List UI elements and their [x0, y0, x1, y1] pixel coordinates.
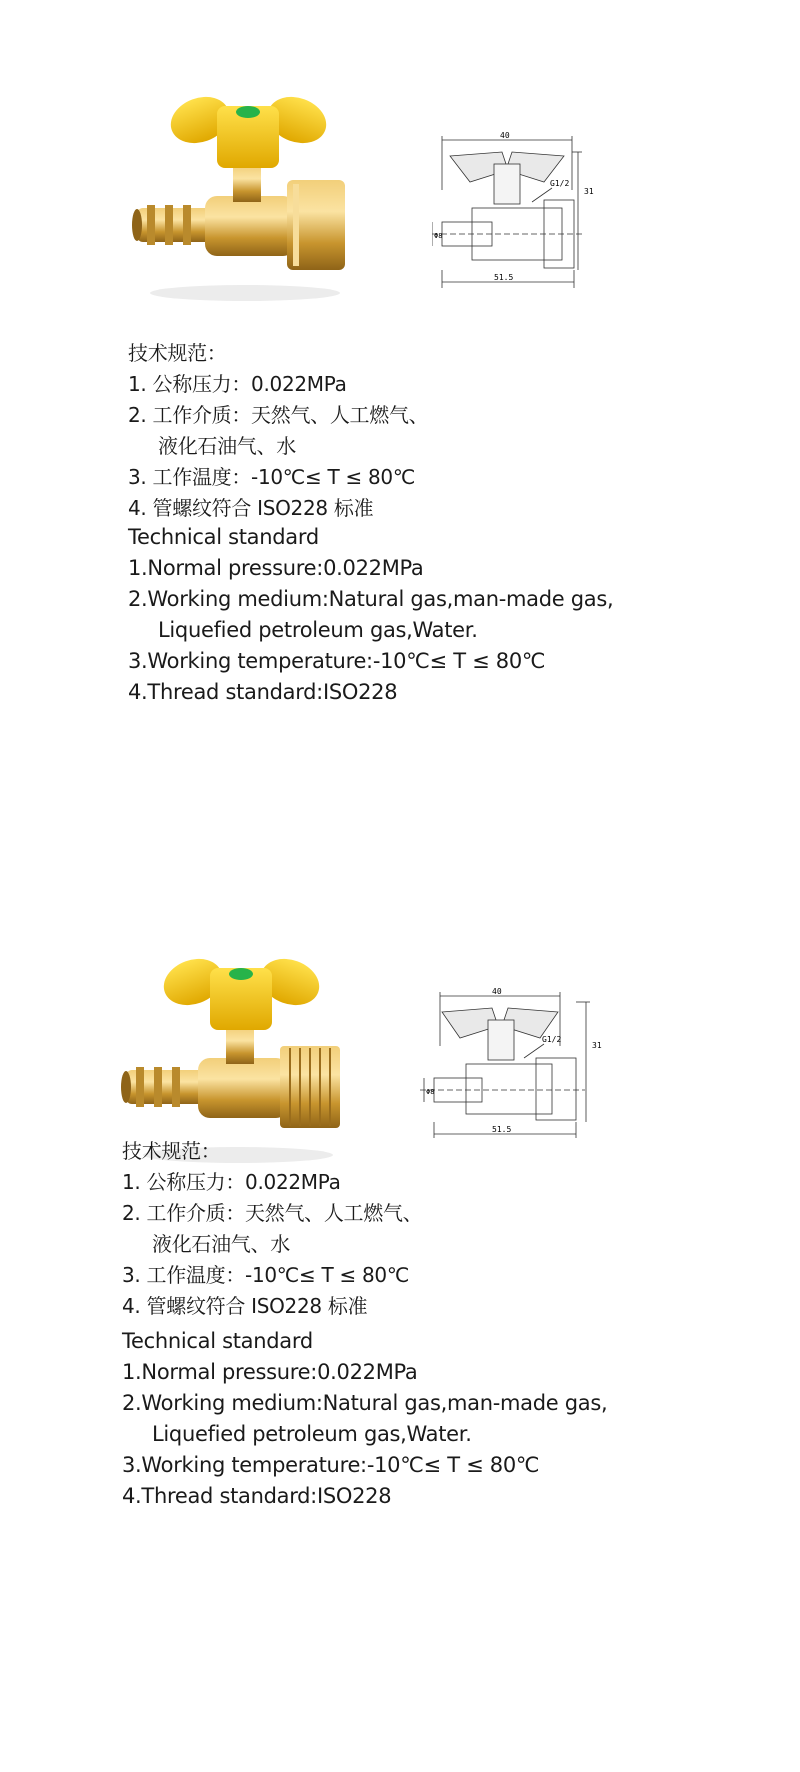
spec-line: 2.Working medium:Natural gas,man-made gas, [128, 587, 614, 611]
valve-body [198, 1058, 288, 1118]
spec-line: 4. 管螺纹符合 ISO228 标准 [128, 496, 374, 520]
spec-line: 2.Working medium:Natural gas,man-made gas, [122, 1391, 608, 1415]
spec-line: 3.Working temperature:-10℃≤ T ≤ 80℃ [128, 649, 546, 673]
spec-line: 1. 公称压力：0.022MPa [128, 372, 347, 396]
green-knob [236, 106, 260, 118]
spec-line: 3. 工作温度：-10℃≤ T ≤ 80℃ [122, 1263, 409, 1287]
spec-line: 液化石油气、水 [158, 434, 296, 458]
spec-line: 3. 工作温度：-10℃≤ T ≤ 80℃ [128, 465, 415, 489]
butterfly-handle [164, 89, 332, 168]
dim-width: 40 [492, 987, 502, 996]
dim-length: 51.5 [492, 1125, 512, 1134]
spec-title-cn: 技术规范： [128, 341, 227, 365]
spec-line: 2. 工作介质：天然气、人工燃气、 [122, 1201, 423, 1225]
spec-line: 4.Thread standard:ISO228 [128, 680, 398, 704]
hose-barb [132, 205, 217, 245]
green-knob [229, 968, 253, 980]
butterfly-handle [157, 951, 325, 1030]
dim-length: 51.5 [494, 273, 514, 282]
valve-body [205, 196, 295, 256]
dim-bore: Φ8 [434, 232, 443, 240]
spec-line: 1.Normal pressure:0.022MPa [122, 1360, 418, 1384]
dim-width: 40 [500, 131, 510, 140]
spec-title-en: Technical standard [122, 1329, 313, 1353]
spec-title-en: Technical standard [128, 525, 319, 549]
dim-thread: G1/2 [542, 1035, 562, 1044]
spec-line: 1. 公称压力：0.022MPa [122, 1170, 341, 1194]
dim-height: 31 [584, 187, 594, 196]
technical-drawing-2 [420, 986, 645, 1156]
dim-thread: G1/2 [550, 179, 570, 188]
spec-line: Liquefied petroleum gas,Water. [158, 618, 478, 642]
male-thread-end [280, 1046, 340, 1128]
spec-line: 4.Thread standard:ISO228 [122, 1484, 392, 1508]
specs-en-1 [128, 522, 613, 708]
spec-line: 2. 工作介质：天然气、人工燃气、 [128, 403, 429, 427]
specs-en-2 [122, 1326, 607, 1512]
spec-line: 3.Working temperature:-10℃≤ T ≤ 80℃ [122, 1453, 540, 1477]
valve-photo-female [125, 88, 365, 318]
spec-line: Liquefied petroleum gas,Water. [152, 1422, 472, 1446]
hose-barb [121, 1067, 208, 1107]
technical-drawing-1 [432, 130, 657, 300]
specs-cn-1 [128, 338, 428, 524]
dim-height: 31 [592, 1041, 602, 1050]
spec-line: 1.Normal pressure:0.022MPa [128, 556, 424, 580]
spec-line: 液化石油气、水 [152, 1232, 290, 1256]
dim-bore: Φ8 [426, 1088, 435, 1096]
product-section-2 [0, 900, 800, 1772]
spec-line: 4. 管螺纹符合 ISO228 标准 [122, 1294, 368, 1318]
spec-title-cn: 技术规范： [122, 1139, 221, 1163]
specs-cn-2 [122, 1136, 422, 1322]
